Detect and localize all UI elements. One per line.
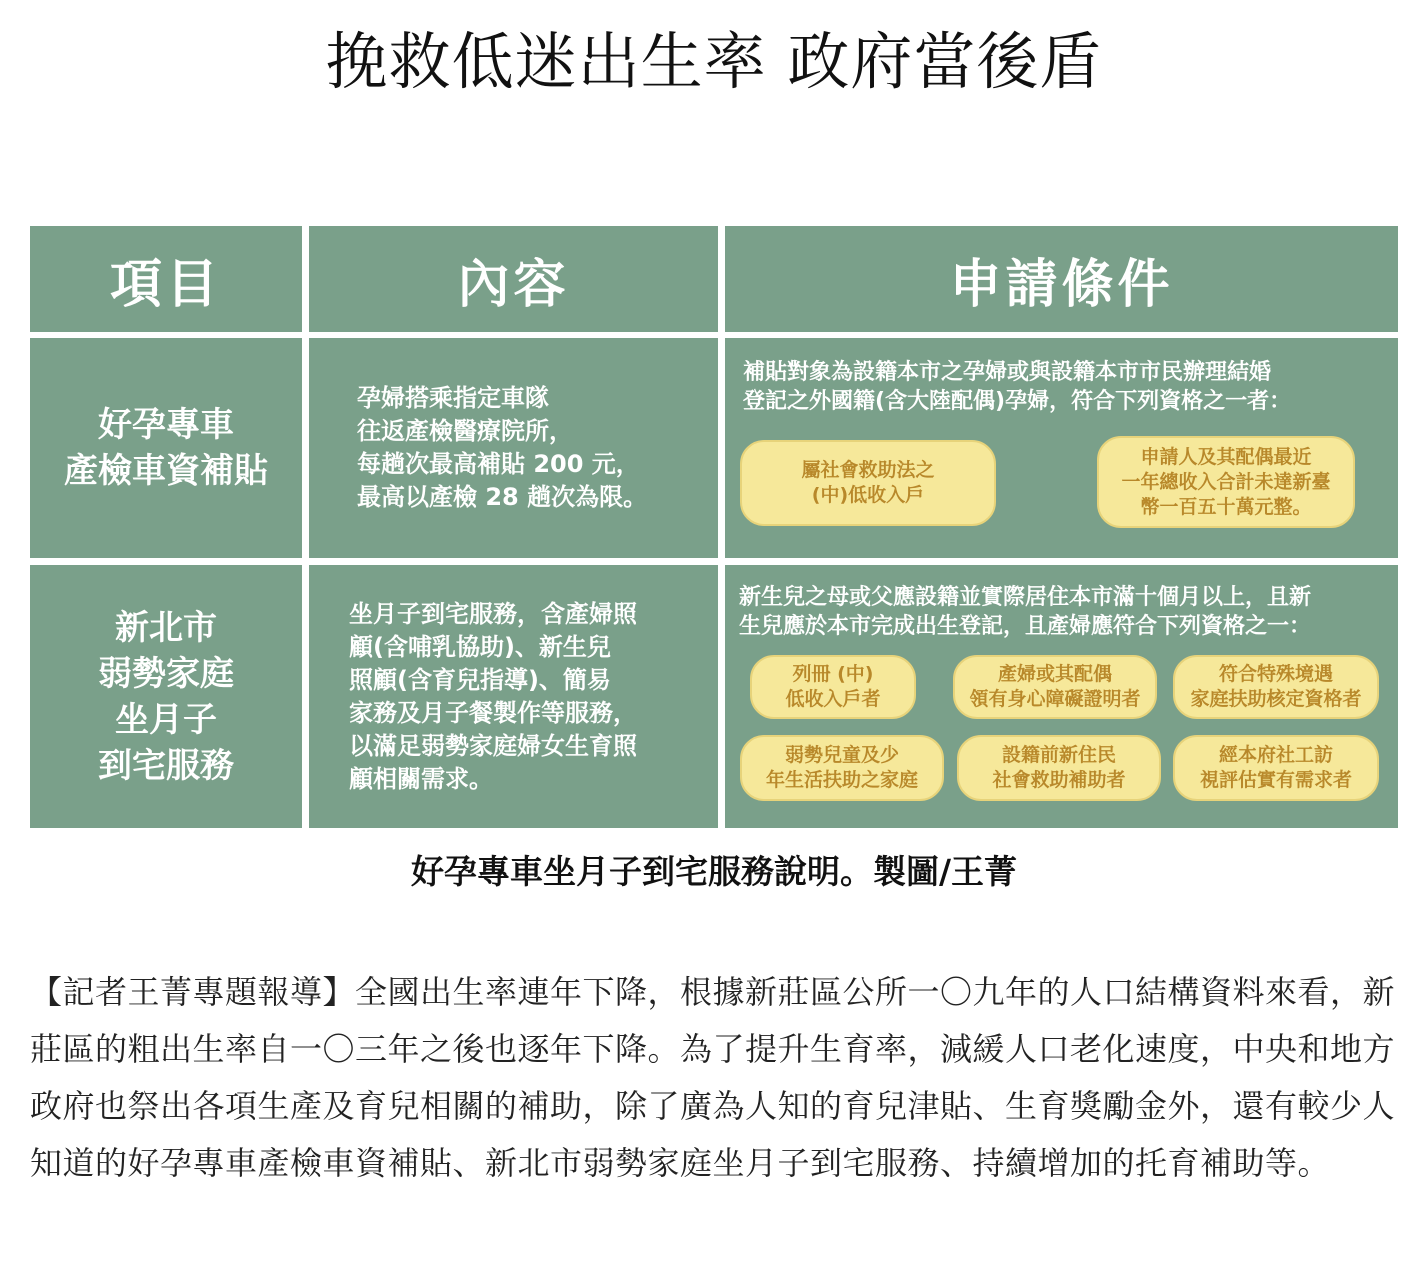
row2-condition-4: 弱勢兒童及少 年生活扶助之家庭 [740, 735, 944, 801]
figure-caption: 好孕專車坐月子到宅服務說明。製圖/王菁 [410, 852, 1018, 891]
headline: 挽救低迷出生率 政府當後盾 [325, 25, 1103, 98]
header-item: 項目 [30, 226, 302, 332]
row2-condition-1: 列冊 (中) 低收入戶者 [750, 655, 916, 719]
header-content: 內容 [309, 226, 718, 332]
row2-condition-5: 設籍前新住民 社會救助補助者 [957, 735, 1161, 801]
infographic-table [30, 226, 1398, 828]
row2-item: 新北市 弱勢家庭 坐月子 到宅服務 [30, 565, 302, 828]
article-body: 【記者王菁專題報導】全國出生率連年下降，根據新莊區公所一〇九年的人口結構資料來看，新莊區的粗出生率自一〇三年之後也逐年下降。為了提升生育率，減緩人口老化速度，中央和地方政府也祭出各項生產及育兒相關的補助，除了廣為人知的育兒津貼、生育獎勵金外，還有較少人知道的好孕專車產檢車資補貼、新北市弱勢家庭坐月子到宅服務、持續增加的托育補助等。 [30, 973, 1396, 1182]
row1-item: 好孕專車 產檢車資補貼 [30, 338, 302, 558]
row1-content-text: 孕婦搭乘指定車隊 往返產檢醫療院所， 每趟次最高補貼 200 元， 最高以產檢 28 趟次為限。 [357, 384, 648, 511]
row1-conditions [725, 338, 1398, 558]
header-conditions: 申請條件 [725, 226, 1398, 332]
row2-content [309, 565, 718, 828]
row2-content-text: 坐月子到宅服務，含產婦照 顧(含哺乳協助)、新生兒 照顧(含育兒指導)、簡易 家務及月子餐製作等服務， 以滿足弱勢家庭婦女生育照 顧相關需求。 [349, 599, 637, 793]
row2-condition-3: 符合特殊境遇 家庭扶助核定資格者 [1173, 655, 1379, 719]
row1-conditions-intro: 補貼對象為設籍本市之孕婦或與設籍本市市民辦理結婚 登記之外國籍(含大陸配偶)孕婦，符合下列資格之一者： [743, 360, 1292, 414]
row2-condition-2: 產婦或其配偶 領有身心障礙證明者 [953, 655, 1157, 719]
row2-condition-6: 經本府社工訪 視評估實有需求者 [1173, 735, 1379, 801]
row1-condition-1: 屬社會救助法之 (中)低收入戶 [740, 440, 996, 526]
row2-conditions-intro: 新生兒之母或父應設籍並實際居住本市滿十個月以上，且新 生兒應於本市完成出生登記，且產婦應符合下列資格之一： [739, 585, 1312, 639]
row1-content [309, 338, 718, 558]
row1-condition-2: 申請人及其配偶最近 一年總收入合計未達新臺 幣一百五十萬元整。 [1097, 436, 1355, 528]
row2-conditions [725, 565, 1398, 828]
